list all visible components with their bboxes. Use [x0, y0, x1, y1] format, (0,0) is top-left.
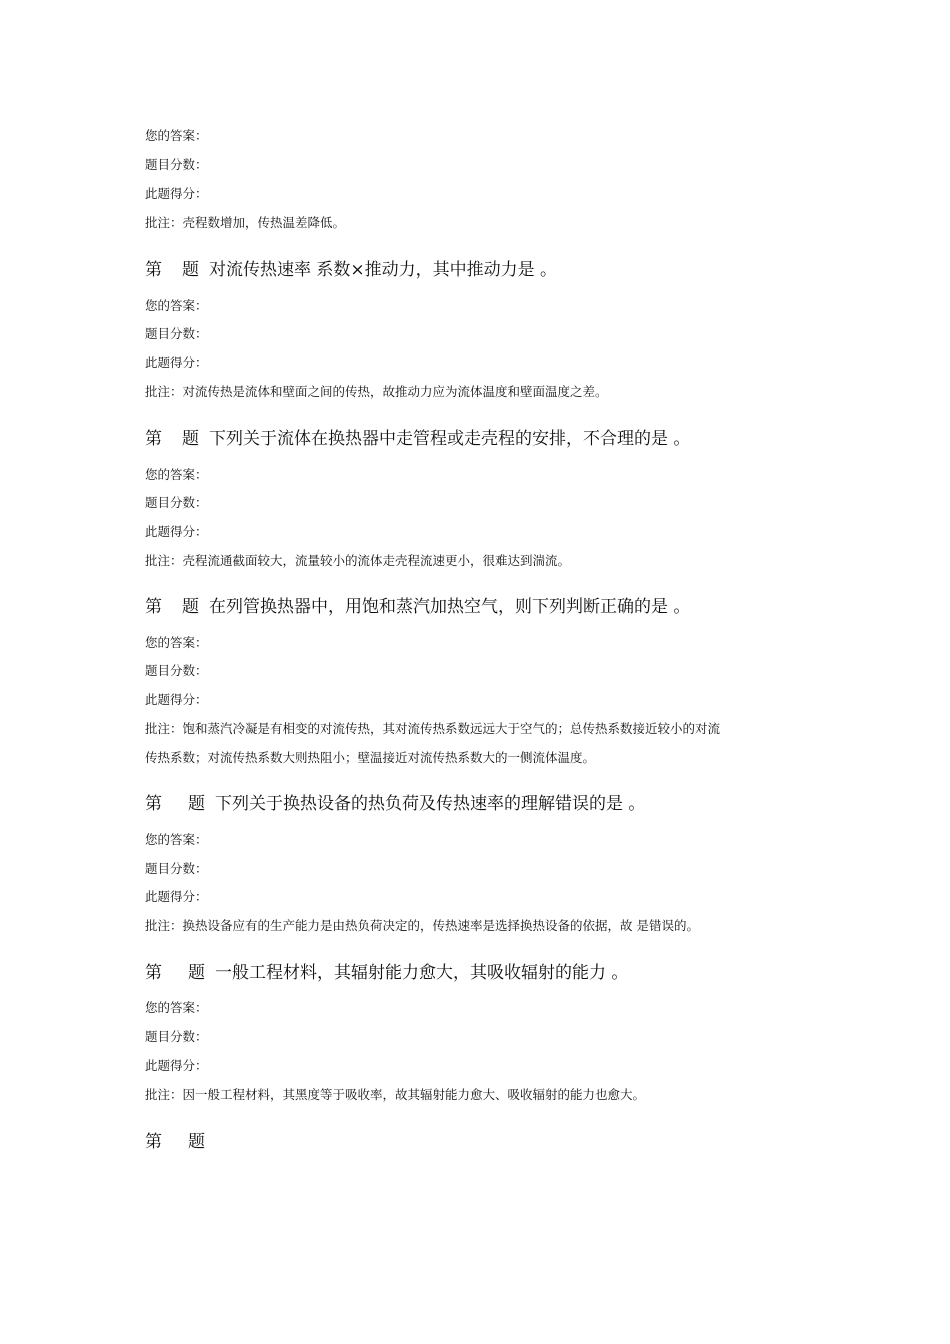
- question-ti: 题: [182, 597, 199, 617]
- question-di: 第: [145, 429, 162, 449]
- question-di: 第: [145, 794, 162, 814]
- question-heading: [145, 428, 690, 450]
- question-di: 第: [145, 1132, 162, 1152]
- answer-label: 您的答案：: [145, 298, 208, 313]
- score-label: 题目分数：: [145, 495, 208, 510]
- note-text: 批注：换热设备应有的生产能力是由热负荷决定的，传热速率是选择换热设备的依据，故 是错误的。: [145, 918, 699, 933]
- note-text: 批注：因一般工程材料，其黑度等于吸收率，故其辐射能力愈大、吸收辐射的能力也愈大。: [145, 1087, 646, 1102]
- question-ti: 题: [182, 260, 199, 280]
- score-label: 题目分数：: [145, 861, 208, 876]
- question-heading: [145, 962, 628, 984]
- got-label: 此题得分：: [145, 889, 208, 904]
- question-ti: 题: [188, 963, 205, 983]
- note-text: 批注：壳程数增加，传热温差降低。: [145, 215, 346, 230]
- question-text: 在列管换热器中，用饱和蒸汽加热空气，则下列判断正确的是 。: [209, 597, 691, 617]
- question-heading: [145, 1131, 205, 1153]
- note-text: 批注：壳程流通截面较大，流量较小的流体走壳程流速更小，很难达到湍流。: [145, 553, 571, 568]
- question-ti: 题: [188, 1132, 205, 1152]
- score-label: 题目分数：: [145, 326, 208, 341]
- got-label: 此题得分：: [145, 355, 208, 370]
- got-label: 此题得分：: [145, 186, 208, 201]
- answer-label: 您的答案：: [145, 467, 208, 482]
- question-text: 一般工程材料，其辐射能力愈大，其吸收辐射的能力 。: [215, 963, 629, 983]
- question-di: 第: [145, 260, 162, 280]
- answer-label: 您的答案：: [145, 1000, 208, 1015]
- note-text: 批注：饱和蒸汽冷凝是有相变的对流传热，其对流传热系数远远大于空气的；总传热系数接近较小的对流: [145, 721, 721, 736]
- score-label: 题目分数：: [145, 1029, 208, 1044]
- question-di: 第: [145, 597, 162, 617]
- note-text: 批注：对流传热是流体和壁面之间的传热，故推动力应为流体温度和壁面温度之差。: [145, 384, 608, 399]
- got-label: 此题得分：: [145, 692, 208, 707]
- got-label: 此题得分：: [145, 1058, 208, 1073]
- got-label: 此题得分：: [145, 524, 208, 539]
- answer-label: 您的答案：: [145, 128, 208, 143]
- question-text: 下列关于流体在换热器中走管程或走壳程的安排，不合理的是 。: [209, 429, 691, 449]
- question-heading: [145, 596, 690, 618]
- question-ti: 题: [188, 794, 205, 814]
- question-ti: 题: [182, 429, 199, 449]
- question-heading: [145, 793, 645, 815]
- score-label: 题目分数：: [145, 663, 208, 678]
- answer-label: 您的答案：: [145, 635, 208, 650]
- question-heading: [145, 259, 557, 281]
- question-text: 对流传热速率 系数×推动力，其中推动力是 。: [209, 260, 558, 280]
- note-text-continued: 传热系数；对流传热系数大则热阻小；壁温接近对流传热系数大的一侧流体温度。: [145, 750, 596, 765]
- score-label: 题目分数：: [145, 157, 208, 172]
- answer-label: 您的答案：: [145, 832, 208, 847]
- question-text: 下列关于换热设备的热负荷及传热速率的理解错误的是 。: [215, 794, 646, 814]
- question-di: 第: [145, 963, 162, 983]
